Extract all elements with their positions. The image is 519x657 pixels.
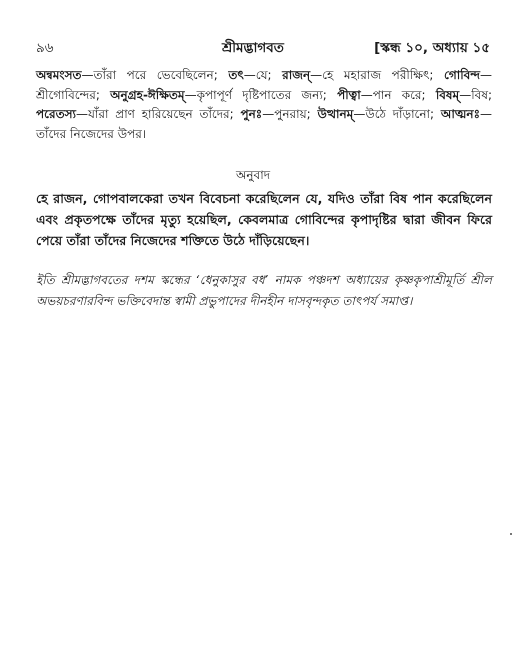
synonym-term: অন্বমংসত	[36, 68, 82, 82]
translation-heading: অনুবাদ	[236, 168, 271, 182]
page-header	[36, 38, 490, 58]
synonym-term: পুনঃ	[240, 107, 263, 121]
synonym-meaning: —শ্রীগোবিন্দের;	[36, 68, 492, 102]
synonym-meaning: —পান করে;	[360, 87, 426, 102]
book-title: শ্রীমদ্ভাগবত	[222, 40, 284, 56]
scan-speck	[510, 533, 512, 535]
synonym-term: অনুগ্রহ-ঈক্ষিতম্	[110, 87, 185, 102]
synonym-meaning: —যে;	[243, 68, 272, 82]
word-synonyms	[36, 66, 492, 144]
synonym-term: আত্মনঃ	[440, 107, 480, 121]
synonym-term: গোবিন্দ	[444, 68, 480, 82]
synonym-meaning: —যাঁরা প্রাণ হারিয়েছেন তাঁদের;	[75, 107, 234, 121]
colophon-chapter-name: ‘ধেনুকাসুর বধ’	[195, 273, 269, 287]
chapter-colophon	[36, 270, 492, 312]
synonym-term: পীত্বা	[337, 87, 361, 102]
synonym-meaning: —উঠে দাঁড়ানো;	[353, 107, 435, 121]
canto-chapter-reference: [স্কন্ধ ১০, অধ্যায় ১৫	[374, 40, 490, 56]
colophon-lead: ইতি শ্রীমদ্ভাগবতের দশম স্কন্ধের	[36, 273, 196, 287]
synonym-meaning: —পুনরায়;	[262, 107, 311, 121]
colophon-tail: নামক পঞ্চদশ অধ্যায়ের কৃষ্ণকৃপাশ্রীমূর্তি শ্রীল অভয়চরণারবিন্দ ভক্তিবেদান্ত স্বামী প্রভুপাদের দীনহীন দাসবৃন্দকৃত তাৎপর্য সমাপ্ত।	[36, 273, 492, 308]
synonym-meaning: —বিষ;	[459, 87, 492, 102]
synonym-term: তৎ	[228, 68, 244, 82]
synonym-meaning: —তাঁদের নিজেদের উপর।	[36, 107, 492, 141]
synonym-meaning: —কৃপাপূর্ণ দৃষ্টিপাতের জন্য;	[184, 87, 327, 102]
synonym-term: রাজন্	[282, 68, 311, 82]
translation-text: হে রাজন, গোপবালকেরা তখন বিবেচনা করেছিলেন যে, যদিও তাঁরা বিষ পান করেছিলেন এবং প্রকৃতপক্ষে তাঁদের মৃত্যু হয়েছিল, কেবলমাত্র গোবিন্দের কৃপাদৃষ্টির দ্বারা জীবন ফিরে পেয়ে তাঁরা তাঁদের নিজেদের শক্তিতে উঠে দাঁড়িয়েছেন।	[36, 191, 492, 248]
synonym-term: পরেতস্য	[36, 107, 76, 121]
synonym-term: উত্থানম্	[317, 107, 354, 121]
synonym-meaning: —তাঁরা পরে ভেবেছিলেন;	[81, 68, 218, 82]
synonym-term: বিষম্	[435, 87, 460, 102]
synonym-meaning: —হে মহারাজ পরীক্ষিৎ;	[310, 68, 434, 82]
page-number: ৯৬	[36, 40, 54, 56]
